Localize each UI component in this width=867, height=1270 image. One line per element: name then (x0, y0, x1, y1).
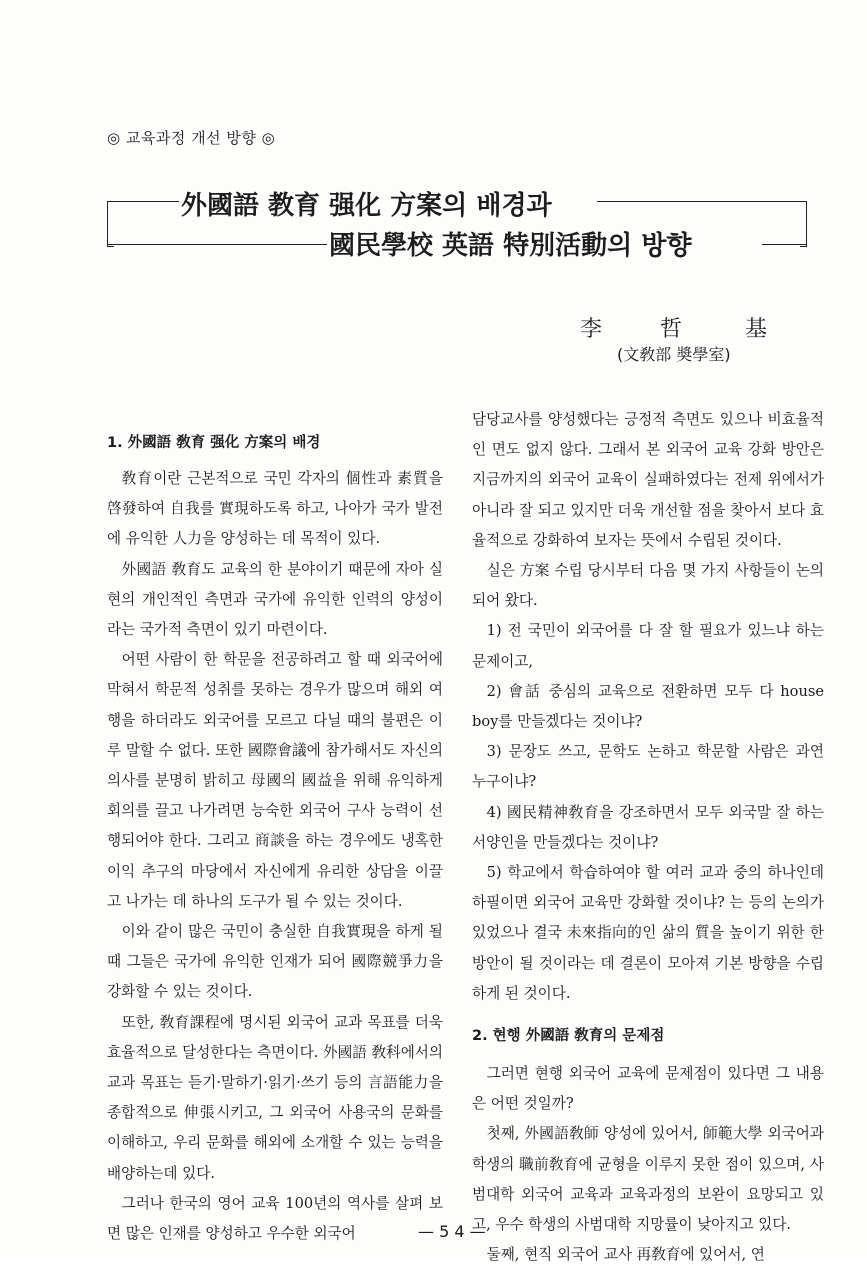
title-rule-bottom-left (107, 244, 329, 245)
list-item: 3) 문장도 쓰고, 문학도 논하고 학문할 사람은 과연 누구이냐? (472, 743, 824, 791)
page-number: — 5 4 — (418, 1222, 486, 1241)
paragraph: 어떤 사람이 한 학문을 전공하려고 할 때 외국어에 막혀서 학문적 성취를 못하는 경우가 많으며 해외 여행을 하더라도 외국어를 모르고 다닐 때의 불편은 이루 말할 수 없다. 또한 國際會議에 참가해서도 자신의 의사를 분명히 밝히고 母國의 國益을 위해 유익하게 회의를 끌고 나가려면 능숙한 외국어 구사 능력이 선행되어야 한다. 그리고 商談을 하는 경우에도 냉혹한 이익 추구의 마당에서 자신에게 유리한 상담을 이끌고 나가는 데 하나의 도구가 될 수 있는 것이다. (107, 651, 443, 910)
title-rule-top-right (597, 201, 807, 202)
title-bracket-left (107, 201, 114, 247)
paragraph: 담당교사를 양성했다는 긍정적 측면도 있으나 비효율적인 면도 없지 않다. 그래서 본 외국어 교육 강화 방안은 지금까지의 외국어 교육이 실패하였다는 전제 위에서가 아니라 잘 되고 있지만 더욱 개선할 점을 찾아서 보다 효율적으로 강화하여 보자는 뜻에서 수립된 것이다. (472, 411, 824, 549)
author-char-1: 李 (580, 317, 603, 342)
list-item: 5) 학교에서 학습하여야 할 여러 교과 중의 하나인데 하필이면 외국어 교육만 강화할 것이냐? 는 등의 논의가 있었으나 결국 未來指向的인 삶의 質을 높이기 위한 한 방안이 될 것이라는 데 결론이 모아져 기본 방향을 수립하게 된 것이다. (472, 864, 824, 1002)
left-column (107, 428, 443, 1249)
paragraph: 이와 같이 많은 국민이 충실한 自我實現을 하게 될 때 그들은 국가에 유익한 인재가 되어 國際競爭力을 강화할 수 있는 것이다. (107, 923, 443, 1001)
title-bracket-right (800, 201, 807, 247)
title-line-2: 國民學校 英語 特別活動의 방향 (327, 225, 694, 262)
list-item: 1) 전 국민이 외국어를 다 잘 할 필요가 있느냐 하는 문제이고, (472, 622, 824, 670)
title-line-1: 外國語 教育 强化 方案의 배경과 (179, 185, 554, 222)
list-item: 4) 國民精神敎育을 강조하면서 모두 외국말 잘 하는 서양인을 만들겠다는 것이냐? (472, 803, 824, 851)
section-heading-2: 2. 현행 外國語 敎育의 문제점 (472, 1028, 665, 1045)
author-char-2: 哲 (660, 317, 683, 342)
title-rule-bottom-right (762, 244, 807, 245)
paragraph: 둘째, 현직 외국어 교사 再敎育에 있어서, 연 (486, 1246, 765, 1264)
paragraph: 外國語 敎育도 교육의 한 분야이기 때문에 자아 실현의 개인적인 측면과 국가에 유익한 인력의 양성이라는 국가적 측면이 있기 마련이다. (107, 560, 443, 639)
title-rule-top-left (107, 201, 179, 202)
section-label: ◎ 교육과정 개선 방향 ◎ (107, 129, 276, 147)
paragraph: 첫째, 外國語敎師 양성에 있어서, 師範大學 외국어과 학생의 職前敎育에 균형을 이루지 못한 점이 있으며, 사범대학 외국어 교육과 교육과정의 보완이 요망되고 있고, 우수 학생의 사범대학 지망률이 낮아지고 있다. (472, 1125, 824, 1234)
section-heading-1: 1. 外國語 敎育 强化 方案의 배경 (107, 435, 321, 451)
list-item: 2) 會話 중심의 교육으로 전환하면 모두 다 house boy를 만들겠다는 것이냐? (472, 682, 824, 731)
author-char-3: 基 (745, 317, 768, 342)
paragraph: 그러면 현행 외국어 교육에 문제점이 있다면 그 내용은 어떤 것일까? (472, 1065, 824, 1113)
right-column (472, 405, 824, 1270)
title-block (107, 183, 807, 261)
paragraph: 실은 方案 수립 당시부터 다음 몇 가지 사항들이 논의되어 왔다. (472, 562, 824, 610)
author-affiliation: (文敎部 奬學室) (617, 345, 731, 364)
paragraph: 또한, 敎育課程에 명시된 외국어 교과 목표를 더욱 효율적으로 달성한다는 측면이다. 外國語 敎科에서의 교과 목표는 듣기·말하기·읽기·쓰기 등의 言語能力을 종합적으로 伸張시키고, 그 외국어 사용국의 문화를 이해하고, 우리 문화를 해외에 소개할 수 있는 능력을 배양하는데 있다. (107, 1013, 443, 1182)
paragraph: 그러나 한국의 영어 교육 100년의 역사를 살펴 보면 많은 인재를 양성하고 우수한 외국어 (107, 1194, 443, 1243)
paragraph: 敎育이란 근본적으로 국민 각자의 個性과 素質을 啓發하여 自我를 實現하도록 하고, 나아가 국가 발전에 유익한 人力을 양성하는 데 목적이 있다. (107, 470, 443, 548)
